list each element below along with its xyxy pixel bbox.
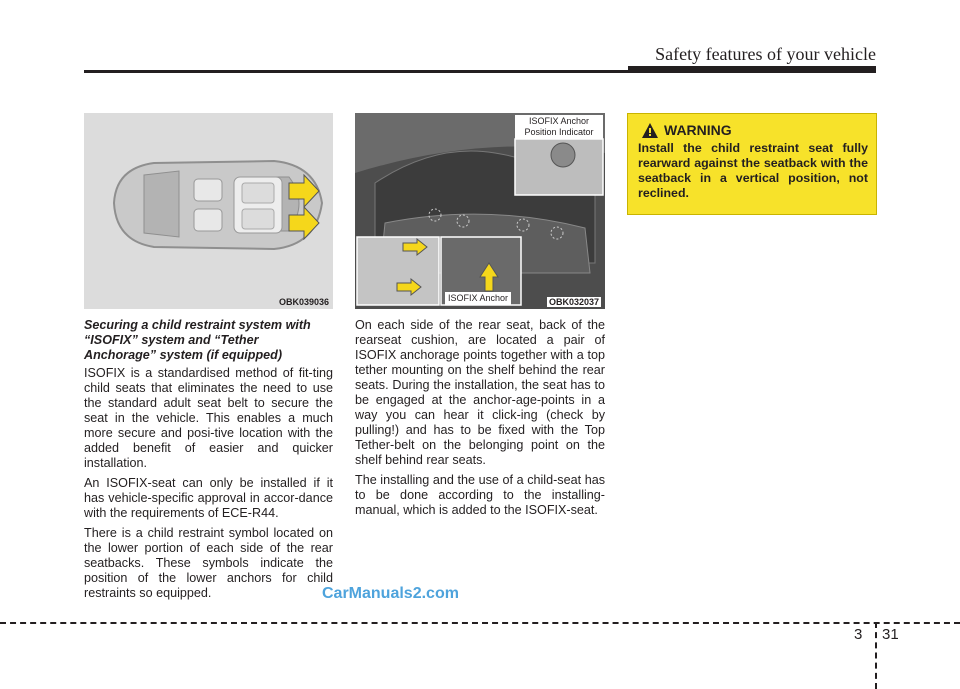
rear-seat-illustration	[355, 113, 605, 309]
footer-rule	[0, 622, 960, 624]
paragraph: An ISOFIX-seat can only be installed if it has vehicle-specific approval in accor-dance with the requirements of ECE-R44.	[84, 476, 333, 520]
section-subheading: Securing a child restraint system with “ISOFIX” system and “Tether Anchorage” system (if equipped)	[84, 318, 311, 362]
callout-anchor-position-indicator: ISOFIX Anchor Position Indicator	[515, 115, 603, 139]
paragraph: The installing and the use of a child-seat has to be done according to the installing-manual, which is added to the ISOFIX-seat.	[355, 473, 605, 517]
warning-title: WARNING	[664, 122, 732, 138]
section-number: 3	[854, 626, 863, 643]
middle-column	[355, 318, 605, 523]
figure-code: OBK039036	[278, 297, 329, 307]
watermark[interactable]: CarManuals2.com	[322, 585, 459, 602]
paragraph: There is a child restraint symbol located on the lower portion of each side of the rear seatbacks. These symbols indicate the position of the lower anchors for child restraints so equipped.	[84, 526, 333, 600]
callout-isofix-anchor: ISOFIX Anchor	[445, 292, 511, 305]
figure-rear-seat	[355, 113, 605, 309]
header-rule-accent	[628, 66, 876, 71]
car-top-view-illustration	[84, 113, 333, 309]
warning-box	[627, 113, 877, 215]
page-number-divider	[875, 622, 877, 689]
figure-car-top-view	[84, 113, 333, 309]
paragraph: ISOFIX is a standardised method of fit-ting child seats that eliminates the need to use the standard adult seat belt to secure the seat in the vehicle. This enables a much more secure and posi-tive location with the added benefit of easier and quicker installation.	[84, 366, 333, 470]
paragraph: On each side of the rear seat, back of the rearseat cushion, are located a pair of ISOFIX anchorage points together with a top tether mounting on the shelf behind the rear seats. During the installation, the seat has to be engaged at the anchor-age-points in a way you can hear it click-ing (check by pulling!) and has to be fixed with the Top Tether-belt on the belonging point on the shelf behind rear seats.	[355, 318, 605, 467]
warning-triangle-icon	[642, 123, 658, 138]
warning-text: Install the child restraint seat fully rearward against the seatback with the seatback in a vertical position, not reclined.	[638, 141, 868, 200]
header-title: Safety features of your vehicle	[655, 44, 876, 64]
figure-code: OBK032037	[548, 297, 599, 307]
warning-header	[642, 122, 868, 138]
page-number: 31	[882, 626, 899, 643]
left-column	[84, 318, 333, 606]
